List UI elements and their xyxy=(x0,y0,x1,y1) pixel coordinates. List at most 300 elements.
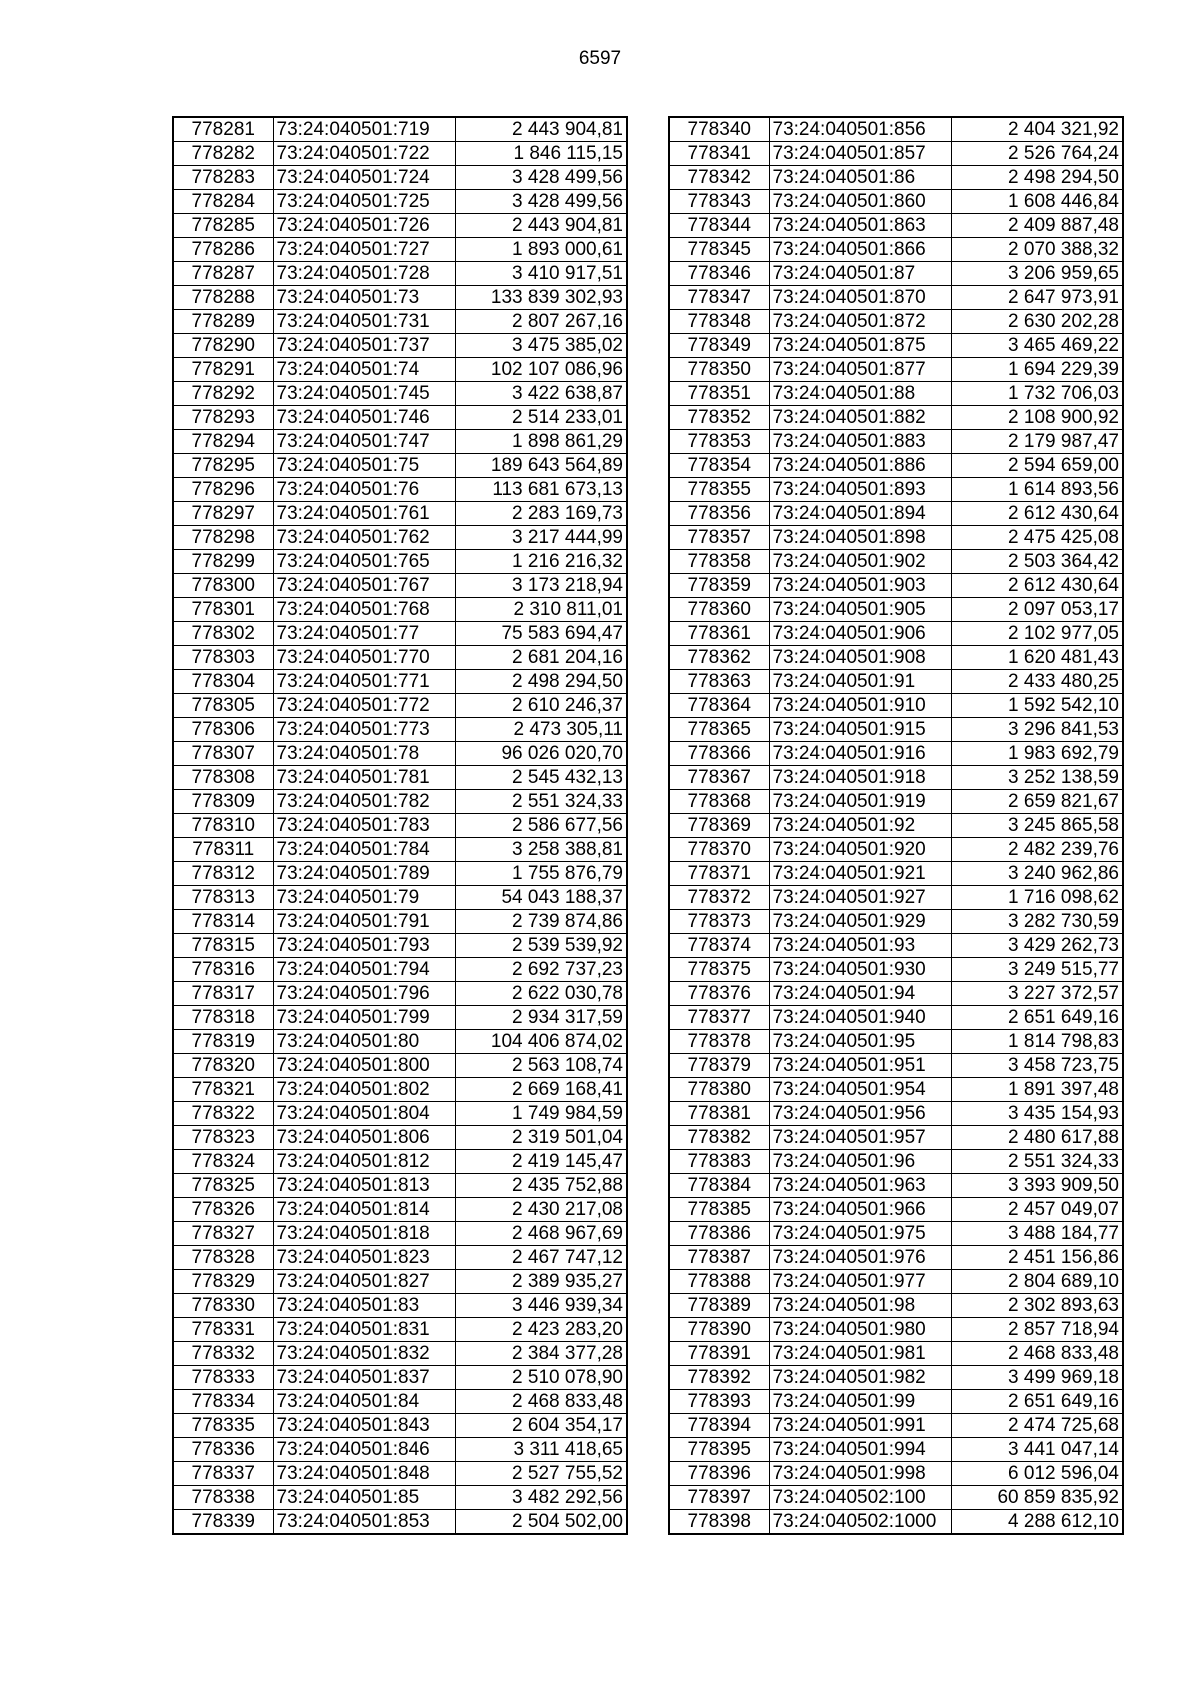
table-row xyxy=(669,814,1123,838)
value-cell: 3 446 939,34 xyxy=(455,1294,627,1318)
table-row xyxy=(669,1462,1123,1486)
cadastral-number-cell: 73:24:040501:872 xyxy=(769,310,951,334)
table-row xyxy=(669,358,1123,382)
row-number-cell: 778337 xyxy=(173,1462,273,1486)
cadastral-number-cell: 73:24:040501:782 xyxy=(273,790,455,814)
cadastral-number-cell: 73:24:040501:951 xyxy=(769,1054,951,1078)
table-row xyxy=(173,238,627,262)
cadastral-number-cell: 73:24:040501:796 xyxy=(273,982,455,1006)
row-number-cell: 778282 xyxy=(173,142,273,166)
row-number-cell: 778382 xyxy=(669,1126,769,1150)
row-number-cell: 778322 xyxy=(173,1102,273,1126)
row-number-cell: 778315 xyxy=(173,934,273,958)
cadastral-number-cell: 73:24:040501:823 xyxy=(273,1246,455,1270)
row-number-cell: 778336 xyxy=(173,1438,273,1462)
table-row xyxy=(173,117,627,142)
row-number-cell: 778364 xyxy=(669,694,769,718)
value-cell: 2 475 425,08 xyxy=(951,526,1123,550)
value-cell: 6 012 596,04 xyxy=(951,1462,1123,1486)
value-cell: 3 428 499,56 xyxy=(455,166,627,190)
cadastral-number-cell: 73:24:040501:767 xyxy=(273,574,455,598)
row-number-cell: 778362 xyxy=(669,646,769,670)
value-cell: 60 859 835,92 xyxy=(951,1486,1123,1510)
cadastral-number-cell: 73:24:040501:846 xyxy=(273,1438,455,1462)
cadastral-number-cell: 73:24:040501:977 xyxy=(769,1270,951,1294)
row-number-cell: 778329 xyxy=(173,1270,273,1294)
table-row xyxy=(669,406,1123,430)
value-cell: 3 252 138,59 xyxy=(951,766,1123,790)
value-cell: 2 503 364,42 xyxy=(951,550,1123,574)
row-number-cell: 778350 xyxy=(669,358,769,382)
row-number-cell: 778372 xyxy=(669,886,769,910)
cadastral-number-cell: 73:24:040501:877 xyxy=(769,358,951,382)
cadastral-number-cell: 73:24:040501:799 xyxy=(273,1006,455,1030)
table-row xyxy=(173,598,627,622)
row-number-cell: 778376 xyxy=(669,982,769,1006)
value-cell: 2 473 305,11 xyxy=(455,718,627,742)
cadastral-number-cell: 73:24:040501:998 xyxy=(769,1462,951,1486)
table-row xyxy=(173,166,627,190)
table-row xyxy=(669,1078,1123,1102)
value-cell: 1 614 893,56 xyxy=(951,478,1123,502)
value-cell: 3 465 469,22 xyxy=(951,334,1123,358)
cadastral-number-cell: 73:24:040501:870 xyxy=(769,286,951,310)
row-number-cell: 778356 xyxy=(669,502,769,526)
value-cell: 3 428 499,56 xyxy=(455,190,627,214)
page-number: 6597 xyxy=(578,48,622,69)
row-number-cell: 778361 xyxy=(669,622,769,646)
row-number-cell: 778302 xyxy=(173,622,273,646)
row-number-cell: 778326 xyxy=(173,1198,273,1222)
row-number-cell: 778298 xyxy=(173,526,273,550)
row-number-cell: 778325 xyxy=(173,1174,273,1198)
table-row xyxy=(173,1510,627,1535)
row-number-cell: 778330 xyxy=(173,1294,273,1318)
row-number-cell: 778286 xyxy=(173,238,273,262)
row-number-cell: 778365 xyxy=(669,718,769,742)
value-cell: 2 097 053,17 xyxy=(951,598,1123,622)
row-number-cell: 778352 xyxy=(669,406,769,430)
row-number-cell: 778340 xyxy=(669,117,769,142)
row-number-cell: 778287 xyxy=(173,262,273,286)
row-number-cell: 778327 xyxy=(173,1222,273,1246)
table-row xyxy=(669,1246,1123,1270)
value-cell: 2 630 202,28 xyxy=(951,310,1123,334)
table-row xyxy=(173,694,627,718)
value-cell: 2 681 204,16 xyxy=(455,646,627,670)
cadastral-number-cell: 73:24:040501:918 xyxy=(769,766,951,790)
table-row xyxy=(669,766,1123,790)
row-number-cell: 778285 xyxy=(173,214,273,238)
table-row xyxy=(669,574,1123,598)
row-number-cell: 778374 xyxy=(669,934,769,958)
table-row xyxy=(173,1054,627,1078)
value-cell: 2 389 935,27 xyxy=(455,1270,627,1294)
table-row xyxy=(669,430,1123,454)
table-row xyxy=(669,454,1123,478)
value-cell: 104 406 874,02 xyxy=(455,1030,627,1054)
cadastral-number-cell: 73:24:040501:802 xyxy=(273,1078,455,1102)
table-row xyxy=(669,382,1123,406)
table-row xyxy=(173,454,627,478)
table-row xyxy=(669,142,1123,166)
table-row xyxy=(173,1270,627,1294)
table-row xyxy=(669,886,1123,910)
row-number-cell: 778284 xyxy=(173,190,273,214)
table-row xyxy=(669,862,1123,886)
table-row xyxy=(669,1390,1123,1414)
value-cell: 3 410 917,51 xyxy=(455,262,627,286)
table-row xyxy=(173,790,627,814)
cadastral-number-cell: 73:24:040501:93 xyxy=(769,934,951,958)
row-number-cell: 778305 xyxy=(173,694,273,718)
cadastral-number-cell: 73:24:040501:806 xyxy=(273,1126,455,1150)
row-number-cell: 778324 xyxy=(173,1150,273,1174)
cadastral-number-cell: 73:24:040501:812 xyxy=(273,1150,455,1174)
table-row xyxy=(173,1318,627,1342)
cadastral-number-cell: 73:24:040501:79 xyxy=(273,886,455,910)
cadastral-number-cell: 73:24:040501:991 xyxy=(769,1414,951,1438)
value-cell: 2 435 752,88 xyxy=(455,1174,627,1198)
value-cell: 3 429 262,73 xyxy=(951,934,1123,958)
value-cell: 113 681 673,13 xyxy=(455,478,627,502)
cadastral-number-cell: 73:24:040501:920 xyxy=(769,838,951,862)
table-row xyxy=(669,1318,1123,1342)
table-row xyxy=(173,982,627,1006)
cadastral-number-cell: 73:24:040501:832 xyxy=(273,1342,455,1366)
value-cell: 2 443 904,81 xyxy=(455,117,627,142)
value-cell: 2 474 725,68 xyxy=(951,1414,1123,1438)
table-row xyxy=(173,646,627,670)
value-cell: 2 563 108,74 xyxy=(455,1054,627,1078)
table-row xyxy=(669,1126,1123,1150)
cadastral-number-cell: 73:24:040501:898 xyxy=(769,526,951,550)
cadastral-number-cell: 73:24:040501:980 xyxy=(769,1318,951,1342)
value-cell: 2 857 718,94 xyxy=(951,1318,1123,1342)
cadastral-number-cell: 73:24:040501:813 xyxy=(273,1174,455,1198)
value-cell: 2 551 324,33 xyxy=(951,1150,1123,1174)
row-number-cell: 778360 xyxy=(669,598,769,622)
table-row xyxy=(669,238,1123,262)
value-cell: 2 647 973,91 xyxy=(951,286,1123,310)
table-row xyxy=(173,886,627,910)
cadastral-number-cell: 73:24:040501:762 xyxy=(273,526,455,550)
row-number-cell: 778281 xyxy=(173,117,273,142)
value-cell: 2 102 977,05 xyxy=(951,622,1123,646)
cadastral-number-cell: 73:24:040501:940 xyxy=(769,1006,951,1030)
cadastral-number-cell: 73:24:040501:915 xyxy=(769,718,951,742)
table-row xyxy=(669,910,1123,934)
cadastral-number-cell: 73:24:040501:94 xyxy=(769,982,951,1006)
value-cell: 2 404 321,92 xyxy=(951,117,1123,142)
value-cell: 2 651 649,16 xyxy=(951,1006,1123,1030)
row-number-cell: 778367 xyxy=(669,766,769,790)
row-number-cell: 778386 xyxy=(669,1222,769,1246)
cadastral-number-cell: 73:24:040501:737 xyxy=(273,334,455,358)
value-cell: 3 458 723,75 xyxy=(951,1054,1123,1078)
cadastral-number-cell: 73:24:040501:773 xyxy=(273,718,455,742)
value-cell: 3 227 372,57 xyxy=(951,982,1123,1006)
row-number-cell: 778359 xyxy=(669,574,769,598)
value-cell: 54 043 188,37 xyxy=(455,886,627,910)
table-row xyxy=(669,694,1123,718)
row-number-cell: 778289 xyxy=(173,310,273,334)
cadastral-number-cell: 73:24:040501:745 xyxy=(273,382,455,406)
row-number-cell: 778353 xyxy=(669,430,769,454)
value-cell: 2 498 294,50 xyxy=(951,166,1123,190)
row-number-cell: 778297 xyxy=(173,502,273,526)
value-cell: 2 430 217,08 xyxy=(455,1198,627,1222)
row-number-cell: 778392 xyxy=(669,1366,769,1390)
value-cell: 2 612 430,64 xyxy=(951,574,1123,598)
table-row xyxy=(669,670,1123,694)
value-cell: 1 846 115,15 xyxy=(455,142,627,166)
value-cell: 2 319 501,04 xyxy=(455,1126,627,1150)
table-row xyxy=(173,358,627,382)
value-cell: 2 480 617,88 xyxy=(951,1126,1123,1150)
table-row xyxy=(669,1174,1123,1198)
value-cell: 2 659 821,67 xyxy=(951,790,1123,814)
value-cell: 2 739 874,86 xyxy=(455,910,627,934)
value-cell: 3 482 292,56 xyxy=(455,1486,627,1510)
row-number-cell: 778314 xyxy=(173,910,273,934)
table-row xyxy=(669,1486,1123,1510)
table-row xyxy=(173,1030,627,1054)
cadastral-number-cell: 73:24:040501:765 xyxy=(273,550,455,574)
row-number-cell: 778344 xyxy=(669,214,769,238)
table-row xyxy=(669,934,1123,958)
table-row xyxy=(173,382,627,406)
table-row xyxy=(173,262,627,286)
value-cell: 3 249 515,77 xyxy=(951,958,1123,982)
cadastral-number-cell: 73:24:040501:768 xyxy=(273,598,455,622)
cadastral-number-cell: 73:24:040501:860 xyxy=(769,190,951,214)
row-number-cell: 778383 xyxy=(669,1150,769,1174)
row-number-cell: 778333 xyxy=(173,1366,273,1390)
cadastral-number-cell: 73:24:040501:994 xyxy=(769,1438,951,1462)
value-cell: 1 694 229,39 xyxy=(951,358,1123,382)
value-cell: 2 108 900,92 xyxy=(951,406,1123,430)
cadastral-number-cell: 73:24:040501:908 xyxy=(769,646,951,670)
cadastral-number-cell: 73:24:040501:804 xyxy=(273,1102,455,1126)
value-cell: 2 551 324,33 xyxy=(455,790,627,814)
table-row xyxy=(669,550,1123,574)
table-row xyxy=(173,718,627,742)
cadastral-number-cell: 73:24:040501:99 xyxy=(769,1390,951,1414)
row-number-cell: 778342 xyxy=(669,166,769,190)
cadastral-number-cell: 73:24:040501:78 xyxy=(273,742,455,766)
table-row xyxy=(669,790,1123,814)
table-row xyxy=(669,117,1123,142)
row-number-cell: 778307 xyxy=(173,742,273,766)
value-cell: 1 620 481,43 xyxy=(951,646,1123,670)
table-row xyxy=(669,838,1123,862)
table-row xyxy=(173,862,627,886)
row-number-cell: 778308 xyxy=(173,766,273,790)
row-number-cell: 778343 xyxy=(669,190,769,214)
cadastral-number-cell: 73:24:040501:837 xyxy=(273,1366,455,1390)
value-cell: 3 499 969,18 xyxy=(951,1366,1123,1390)
row-number-cell: 778358 xyxy=(669,550,769,574)
cadastral-number-cell: 73:24:040501:814 xyxy=(273,1198,455,1222)
value-cell: 3 422 638,87 xyxy=(455,382,627,406)
table-row xyxy=(173,1006,627,1030)
row-number-cell: 778355 xyxy=(669,478,769,502)
value-cell: 3 296 841,53 xyxy=(951,718,1123,742)
cadastral-number-cell: 73:24:040501:910 xyxy=(769,694,951,718)
cadastral-number-cell: 73:24:040501:87 xyxy=(769,262,951,286)
cadastral-number-cell: 73:24:040501:781 xyxy=(273,766,455,790)
row-number-cell: 778394 xyxy=(669,1414,769,1438)
table-row xyxy=(173,334,627,358)
table-row xyxy=(173,286,627,310)
value-cell: 2 612 430,64 xyxy=(951,502,1123,526)
row-number-cell: 778347 xyxy=(669,286,769,310)
value-cell: 3 488 184,77 xyxy=(951,1222,1123,1246)
table-row xyxy=(669,598,1123,622)
table-row xyxy=(173,478,627,502)
row-number-cell: 778290 xyxy=(173,334,273,358)
cadastral-number-cell: 73:24:040501:919 xyxy=(769,790,951,814)
cadastral-number-cell: 73:24:040501:843 xyxy=(273,1414,455,1438)
row-number-cell: 778295 xyxy=(173,454,273,478)
cadastral-number-cell: 73:24:040501:80 xyxy=(273,1030,455,1054)
row-number-cell: 778398 xyxy=(669,1510,769,1535)
row-number-cell: 778328 xyxy=(173,1246,273,1270)
cadastral-number-cell: 73:24:040501:725 xyxy=(273,190,455,214)
value-cell: 1 608 446,84 xyxy=(951,190,1123,214)
cadastral-number-cell: 73:24:040501:963 xyxy=(769,1174,951,1198)
table-row xyxy=(669,1414,1123,1438)
table-row xyxy=(173,1486,627,1510)
cadastral-number-cell: 73:24:040501:783 xyxy=(273,814,455,838)
cadastral-number-cell: 73:24:040501:96 xyxy=(769,1150,951,1174)
table-row xyxy=(669,1102,1123,1126)
table-row xyxy=(173,766,627,790)
row-number-cell: 778334 xyxy=(173,1390,273,1414)
table-row xyxy=(669,334,1123,358)
value-cell: 1 893 000,61 xyxy=(455,238,627,262)
row-number-cell: 778379 xyxy=(669,1054,769,1078)
row-number-cell: 778371 xyxy=(669,862,769,886)
value-cell: 2 526 764,24 xyxy=(951,142,1123,166)
table-row xyxy=(173,1174,627,1198)
cadastral-number-cell: 73:24:040501:98 xyxy=(769,1294,951,1318)
row-number-cell: 778345 xyxy=(669,238,769,262)
row-number-cell: 778296 xyxy=(173,478,273,502)
table-row xyxy=(669,310,1123,334)
table-row xyxy=(669,718,1123,742)
row-number-cell: 778348 xyxy=(669,310,769,334)
value-cell: 2 468 833,48 xyxy=(455,1390,627,1414)
cadastral-number-cell: 73:24:040501:927 xyxy=(769,886,951,910)
row-number-cell: 778397 xyxy=(669,1486,769,1510)
value-cell: 2 669 168,41 xyxy=(455,1078,627,1102)
table-row xyxy=(173,406,627,430)
value-cell: 3 282 730,59 xyxy=(951,910,1123,934)
cadastral-number-cell: 73:24:040501:76 xyxy=(273,478,455,502)
cadastral-number-cell: 73:24:040501:731 xyxy=(273,310,455,334)
value-cell: 1 755 876,79 xyxy=(455,862,627,886)
cadastral-number-cell: 73:24:040501:976 xyxy=(769,1246,951,1270)
cadastral-number-cell: 73:24:040501:857 xyxy=(769,142,951,166)
row-number-cell: 778378 xyxy=(669,1030,769,1054)
value-cell: 2 409 887,48 xyxy=(951,214,1123,238)
row-number-cell: 778313 xyxy=(173,886,273,910)
value-cell: 2 514 233,01 xyxy=(455,406,627,430)
row-number-cell: 778299 xyxy=(173,550,273,574)
table-row xyxy=(173,1246,627,1270)
cadastral-number-cell: 73:24:040501:784 xyxy=(273,838,455,862)
table-row xyxy=(173,1222,627,1246)
value-cell: 2 302 893,63 xyxy=(951,1294,1123,1318)
cadastral-number-cell: 73:24:040501:883 xyxy=(769,430,951,454)
table-row xyxy=(669,1150,1123,1174)
value-cell: 3 393 909,50 xyxy=(951,1174,1123,1198)
cadastral-number-cell: 73:24:040501:848 xyxy=(273,1462,455,1486)
value-cell: 2 527 755,52 xyxy=(455,1462,627,1486)
table-row xyxy=(669,622,1123,646)
cadastral-number-cell: 73:24:040501:893 xyxy=(769,478,951,502)
value-cell: 2 384 377,28 xyxy=(455,1342,627,1366)
table-row xyxy=(173,1102,627,1126)
table-row xyxy=(173,958,627,982)
table-row xyxy=(669,1222,1123,1246)
row-number-cell: 778332 xyxy=(173,1342,273,1366)
value-cell: 2 604 354,17 xyxy=(455,1414,627,1438)
cadastral-number-cell: 73:24:040501:827 xyxy=(273,1270,455,1294)
cadastral-number-cell: 73:24:040501:91 xyxy=(769,670,951,694)
table-row xyxy=(173,838,627,862)
cadastral-number-cell: 73:24:040501:818 xyxy=(273,1222,455,1246)
cadastral-number-cell: 73:24:040501:726 xyxy=(273,214,455,238)
row-number-cell: 778384 xyxy=(669,1174,769,1198)
table-row xyxy=(669,166,1123,190)
row-number-cell: 778389 xyxy=(669,1294,769,1318)
table-row xyxy=(173,1150,627,1174)
value-cell: 3 435 154,93 xyxy=(951,1102,1123,1126)
value-cell: 2 651 649,16 xyxy=(951,1390,1123,1414)
cadastral-number-cell: 73:24:040501:84 xyxy=(273,1390,455,1414)
table-row xyxy=(669,742,1123,766)
cadastral-number-cell: 73:24:040501:954 xyxy=(769,1078,951,1102)
value-cell: 3 311 418,65 xyxy=(455,1438,627,1462)
value-cell: 1 891 397,48 xyxy=(951,1078,1123,1102)
value-cell: 2 804 689,10 xyxy=(951,1270,1123,1294)
cadastral-number-cell: 73:24:040501:905 xyxy=(769,598,951,622)
row-number-cell: 778317 xyxy=(173,982,273,1006)
row-number-cell: 778309 xyxy=(173,790,273,814)
table-row xyxy=(669,958,1123,982)
cadastral-number-cell: 73:24:040501:916 xyxy=(769,742,951,766)
table-row xyxy=(669,1342,1123,1366)
cadastral-number-cell: 73:24:040501:831 xyxy=(273,1318,455,1342)
row-number-cell: 778316 xyxy=(173,958,273,982)
cadastral-number-cell: 73:24:040501:73 xyxy=(273,286,455,310)
table-row xyxy=(173,1126,627,1150)
cadastral-number-cell: 73:24:040501:77 xyxy=(273,622,455,646)
cadastral-number-cell: 73:24:040501:903 xyxy=(769,574,951,598)
row-number-cell: 778339 xyxy=(173,1510,273,1535)
value-cell: 96 026 020,70 xyxy=(455,742,627,766)
cadastral-number-cell: 73:24:040501:930 xyxy=(769,958,951,982)
row-number-cell: 778341 xyxy=(669,142,769,166)
row-number-cell: 778303 xyxy=(173,646,273,670)
table-row xyxy=(173,1366,627,1390)
value-cell: 2 504 502,00 xyxy=(455,1510,627,1535)
cadastral-number-cell: 73:24:040501:863 xyxy=(769,214,951,238)
row-number-cell: 778319 xyxy=(173,1030,273,1054)
